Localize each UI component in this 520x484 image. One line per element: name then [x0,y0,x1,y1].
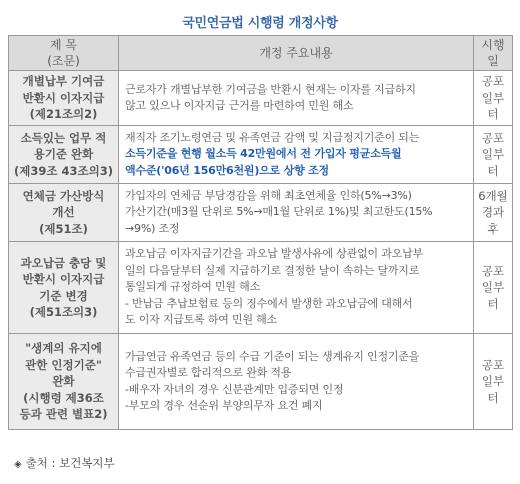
subject-line: 용기준 완화 [33,147,94,162]
row-subject [9,184,119,242]
row-subject [9,71,119,126]
content-line: 수급권자별로 합리적으로 완화 적용 [125,366,292,379]
subject-line: 완화 [52,374,75,389]
header-subject-line2: (조문) [47,54,80,68]
subject-line: (제51조의3) [29,305,98,319]
source-note [14,455,115,471]
date-line: 공포 [481,130,505,145]
subject-line: 반환시 이자지급 [22,272,105,286]
header-date [474,36,513,71]
subject-line: 반환시 이자지급 [22,90,105,105]
date-line: 터 [487,390,499,405]
table-row [9,126,513,184]
date-line: 경과 [481,205,505,220]
date-line: 공포 [481,357,505,372]
row-subject [9,334,119,430]
header-subject-line1: 제 목 [50,38,77,52]
content-line: 가입자의 연체금 부담경감을 위해 최초연체율 인하(5%→3%) [125,188,412,202]
subject-line: 관한 인정기준" [25,357,102,372]
row-date [474,126,513,184]
content-line: 재직자 조기노령연금 및 유족연금 감액 및 지급정지기준이 되는 [125,130,420,144]
table-row [9,184,513,242]
content-line: -배우자 자녀의 경우 신분관계만 입증되면 인정 [125,382,344,396]
date-line: 후 [487,221,499,236]
table-header-row [9,36,513,71]
content-line: 도 이자 지급토록 하여 민원 해소 [125,313,278,327]
row-date [474,242,513,334]
date-line: 일부 [481,280,505,295]
subject-line: (제21조의2) [29,107,98,122]
row-content [119,242,474,334]
row-content [119,126,474,184]
row-date [474,71,513,126]
row-subject [9,126,119,184]
date-line: 일부 [481,90,505,105]
header-subject [9,36,119,71]
table-row [9,71,513,126]
content-line: - 반납금 추납보험료 등의 징수에서 발생한 과오납금에 대해서 [125,296,413,310]
subject-line: (시행령 제36조 [23,390,104,405]
subject-line: 기준 변경 [39,288,88,303]
row-date [474,184,513,242]
header-date-line1: 시행 [481,38,505,52]
row-subject [9,242,119,334]
page-title: 국민연금법 시행령 개정사항 [182,16,338,31]
row-date [474,334,513,430]
subject-line: 연체금 가산방식 [22,188,105,203]
subject-line: 과오납금 충당 및 [20,255,107,270]
date-line: 공포 [481,263,505,278]
header-content: 개정 주요내용 [119,36,474,71]
diamond-bullet-icon: ◈ [14,459,22,470]
table-row [9,334,513,430]
row-content [119,184,474,242]
content-line: 않고 있으나 이자지급 근거를 마련하여 민원 해소 [125,99,354,112]
subject-line: "생계의 유지에 [25,341,102,356]
date-line: 터 [487,107,499,122]
amendment-table [8,35,513,430]
subject-line: (제39조 43조의3) [14,163,113,178]
date-line: 일부 [481,374,505,389]
content-line: -부모의 경우 선순위 부양의무자 요건 폐지 [125,399,323,412]
subject-line: 개선 [52,205,75,220]
source-text: 출처 : 보건복지부 [25,456,115,470]
row-content [119,334,474,430]
row-content [119,71,474,126]
date-line: 터 [487,296,499,311]
header-date-line2: 일 [487,54,499,68]
table-row [9,242,513,334]
date-line: 공포 [481,74,505,89]
content-highlight-line: 액수준('06년 156만6천원)으로 상향 조정 [125,163,329,177]
date-line: 터 [487,163,499,178]
date-line: 6개월 [478,188,508,203]
content-line: 근로자가 개별납부한 기여금을 반환시 현재는 이자를 지급하지 [125,82,416,96]
subject-line: (제51조) [39,221,88,236]
subject-line: 개별납부 기여금 [22,74,105,89]
date-line: 일부 [481,147,505,162]
content-line: 가산기간(매3월 단위로 5%→매1월 단위로 1%)및 최고한도(15% [125,205,433,219]
content-line: →9%) 조정 [125,221,180,235]
content-line: 통일되게 규정하여 민원 해소 [125,280,261,294]
subject-line: 등과 관련 별표2) [19,407,108,422]
subject-line: 소득있는 업무 적 [20,130,107,145]
content-line: 과오납금 이자지급기간을 과오납 발생사유에 상관없이 과오납부 [125,247,423,261]
content-line: 가급연금 유족연금 등의 수급 기준이 되는 생계유지 인정기준을 [125,349,420,363]
content-line: 일의 다음달부터 실제 지급하기로 결정한 날이 속하는 달까지로 [125,263,420,277]
content-highlight-line: 소득기준을 현행 월소득 42만원에서 전 가입자 평균소득월 [125,147,402,161]
